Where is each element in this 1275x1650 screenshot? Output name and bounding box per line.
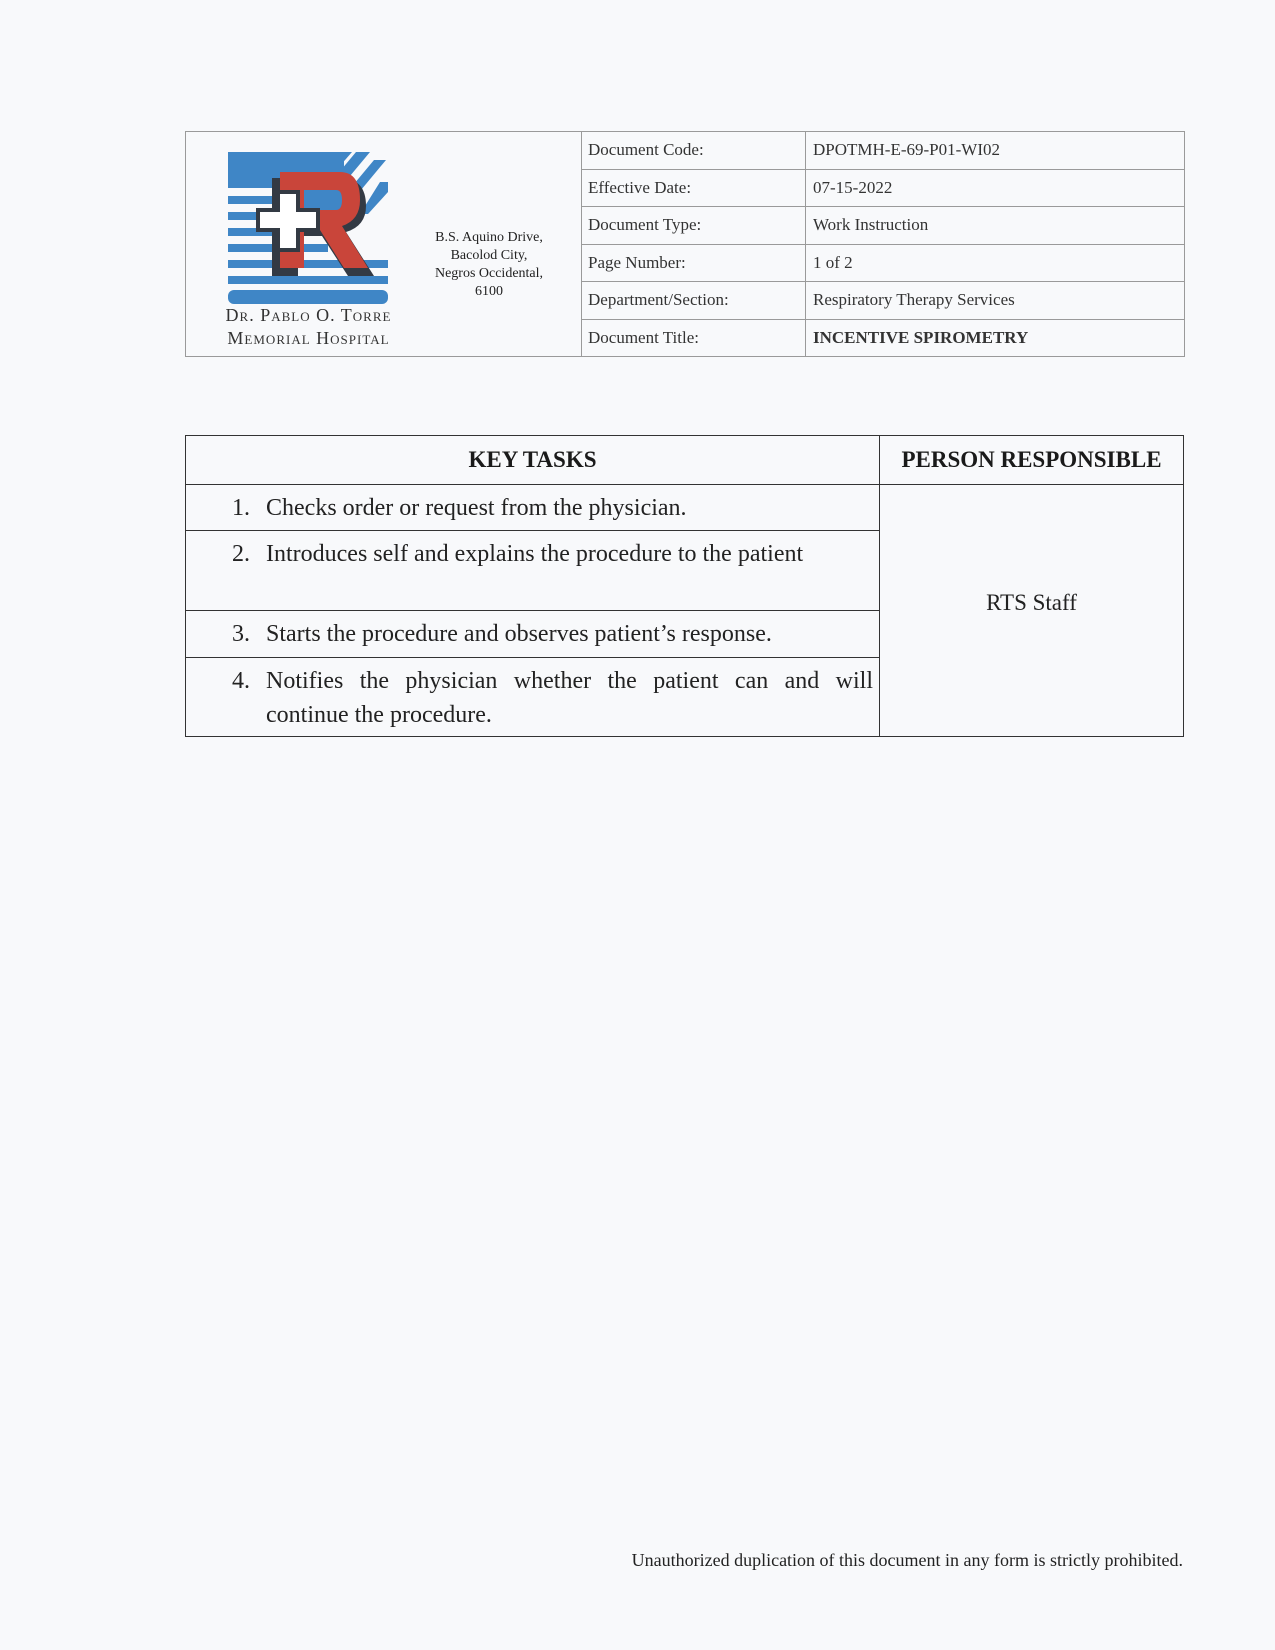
document-title: INCENTIVE SPIROMETRY (813, 327, 1029, 347)
task-text: Introduces self and explains the procedure to the patient (266, 541, 804, 567)
footer-notice: Unauthorized duplication of this document in any form is strictly prohibited. (631, 1550, 1183, 1570)
table-row (186, 611, 879, 658)
info-value: Respiratory Therapy Services (813, 290, 1015, 310)
person-responsible-cell: RTS Staff (986, 589, 1077, 615)
address-line: 6100 (475, 284, 503, 299)
table-header-row (186, 436, 1183, 485)
info-value: Work Instruction (813, 215, 929, 235)
task-text: Notifies the physician whether the patient can and will continue the procedure. (266, 668, 873, 728)
info-label: Effective Date: (582, 170, 806, 207)
task-text: Starts the procedure and observes patient’s response. (266, 621, 772, 647)
info-label: Document Title: (582, 320, 806, 357)
table-row (186, 531, 879, 611)
info-row-page-number (582, 245, 1184, 283)
hospital-address (414, 229, 564, 301)
logo-area (186, 132, 582, 356)
info-value: DPOTMH-E-69-P01-WI02 (813, 140, 1000, 160)
document-info-table (582, 132, 1184, 356)
info-value: 1 of 2 (813, 252, 853, 272)
info-row-department (582, 282, 1184, 320)
task-number: 2. (232, 541, 250, 567)
header-key-tasks: KEY TASKS (186, 436, 880, 484)
address-line: B.S. Aquino Drive, (435, 230, 543, 245)
info-row-document-title (582, 320, 1184, 357)
task-column (186, 485, 880, 736)
address-line: Bacolod City, (450, 248, 528, 263)
info-label: Page Number: (582, 245, 806, 282)
info-label: Document Type: (582, 207, 806, 244)
header-person-responsible: PERSON RESPONSIBLE (901, 447, 1162, 472)
info-label: Department/Section: (582, 282, 806, 319)
hospital-name-line2: Memorial Hospital (227, 328, 390, 348)
key-tasks-table (185, 435, 1184, 737)
hospital-name-line1: Dr. Pablo O. Torre (225, 305, 392, 325)
info-value: 07-15-2022 (813, 177, 893, 197)
hospital-name (206, 304, 411, 350)
task-number: 3. (232, 621, 250, 647)
table-row (186, 658, 879, 736)
info-label: Document Code: (582, 132, 806, 169)
hospital-logo (228, 152, 388, 304)
task-number: 1. (232, 495, 250, 521)
document-header (185, 131, 1185, 357)
task-text: Checks order or request from the physician. (266, 495, 687, 521)
info-row-document-code (582, 132, 1184, 170)
info-row-effective-date (582, 170, 1184, 208)
table-row (186, 485, 879, 531)
info-row-document-type (582, 207, 1184, 245)
task-number: 4. (232, 668, 250, 694)
address-line: Negros Occidental, (434, 266, 544, 281)
